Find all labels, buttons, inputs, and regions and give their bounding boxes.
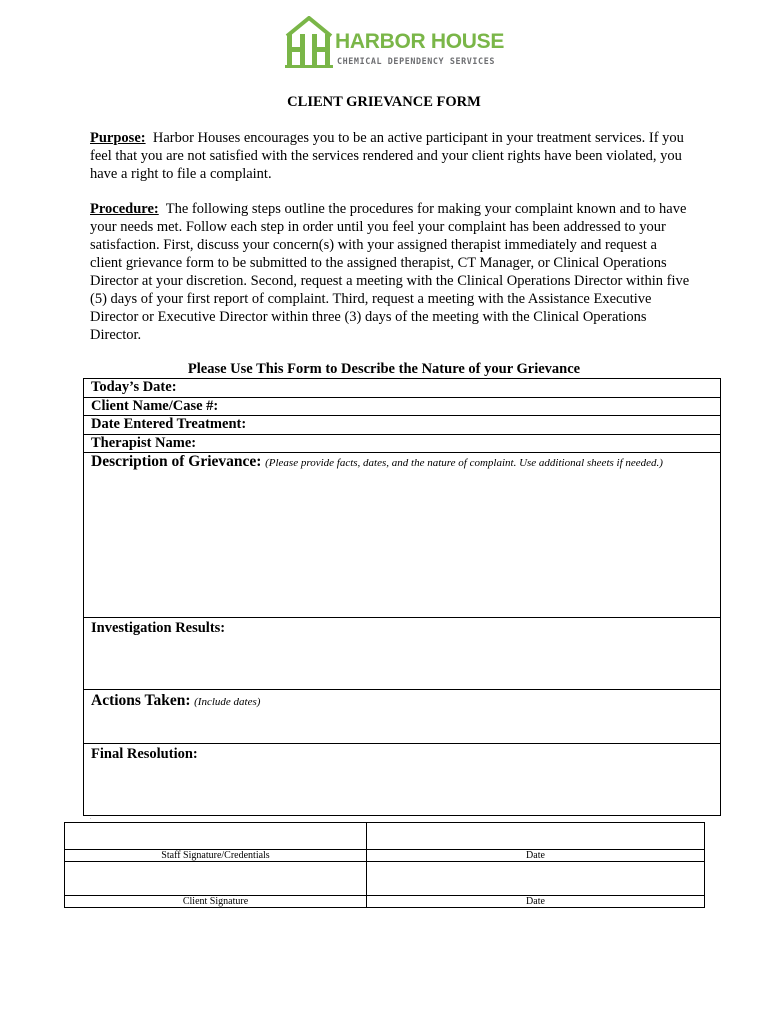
client-signature-label: Client Signature: [65, 896, 367, 908]
description-label: Description of Grievance:: [91, 453, 262, 470]
procedure-text: The following steps outline the procedures for making your complaint known and to have your needs met. Follow each step in order until you feel your complaint has been addressed to your satisfaction. First, discuss your concern(s) with your assigned therapist immediately and request a client grievance form to be submitted to the assigned therapist, CT Manager, or Clinical Operations Director at your discretion. Second, request a meeting with the Clinical Operations Director within five (5) days of your first report of complaint. Third, request a meeting with the Assistance Executive Director or Executive Director within three (3) days of the meeting with the Clinical Operations Director.: [90, 201, 690, 343]
therapist-label: Therapist Name:: [91, 435, 197, 451]
staff-signature-label: Staff Signature/Credentials: [65, 850, 367, 862]
client-signature-box[interactable]: [65, 862, 367, 896]
therapist-field[interactable]: [84, 435, 721, 453]
procedure-paragraph: [90, 200, 690, 344]
section-mark: .: [90, 816, 92, 821]
client-name-field[interactable]: [84, 398, 721, 416]
signature-table: [64, 822, 705, 908]
purpose-text: Harbor Houses encourages you to be an active participant in your treatment services. If you feel that you are not satisfied with the services rendered and your client rights have been violated, you have a right to file a complaint.: [90, 130, 684, 182]
final-resolution-label: Final Resolution:: [91, 746, 198, 762]
investigation-label: Investigation Results:: [91, 620, 226, 636]
logo-tagline: CHEMICAL DEPENDENCY SERVICES: [337, 56, 495, 66]
page-title: CLIENT GRIEVANCE FORM: [287, 94, 481, 110]
staff-date-box[interactable]: [367, 823, 705, 850]
actions-field[interactable]: [84, 690, 721, 744]
actions-note: (Include dates): [194, 696, 261, 708]
staff-date-label: Date: [367, 850, 705, 862]
actions-label: Actions Taken:: [91, 692, 191, 709]
description-field[interactable]: [84, 453, 721, 618]
todays-date-label: Today’s Date:: [91, 379, 177, 395]
client-date-label: Date: [367, 896, 705, 908]
house-hh-icon: [285, 16, 333, 70]
purpose-paragraph: [90, 129, 690, 183]
todays-date-field[interactable]: [84, 379, 721, 398]
date-entered-label: Date Entered Treatment:: [91, 416, 247, 432]
logo-name: HARBOR HOUSE: [335, 30, 505, 53]
staff-signature-box[interactable]: [65, 823, 367, 850]
date-entered-field[interactable]: [84, 416, 721, 435]
form-heading: Please Use This Form to Describe the Nature of your Grievance: [187, 361, 581, 377]
purpose-label: Purpose:: [90, 130, 146, 146]
final-resolution-field[interactable]: [84, 744, 721, 816]
harbor-house-logo: [285, 16, 505, 72]
description-note: (Please provide facts, dates, and the nature of complaint. Use additional sheets if needed.): [265, 457, 663, 469]
procedure-label: Procedure:: [90, 201, 159, 217]
client-name-label: Client Name/Case #:: [91, 398, 219, 414]
investigation-field[interactable]: [84, 618, 721, 690]
grievance-form-table: [83, 378, 721, 816]
client-date-box[interactable]: [367, 862, 705, 896]
